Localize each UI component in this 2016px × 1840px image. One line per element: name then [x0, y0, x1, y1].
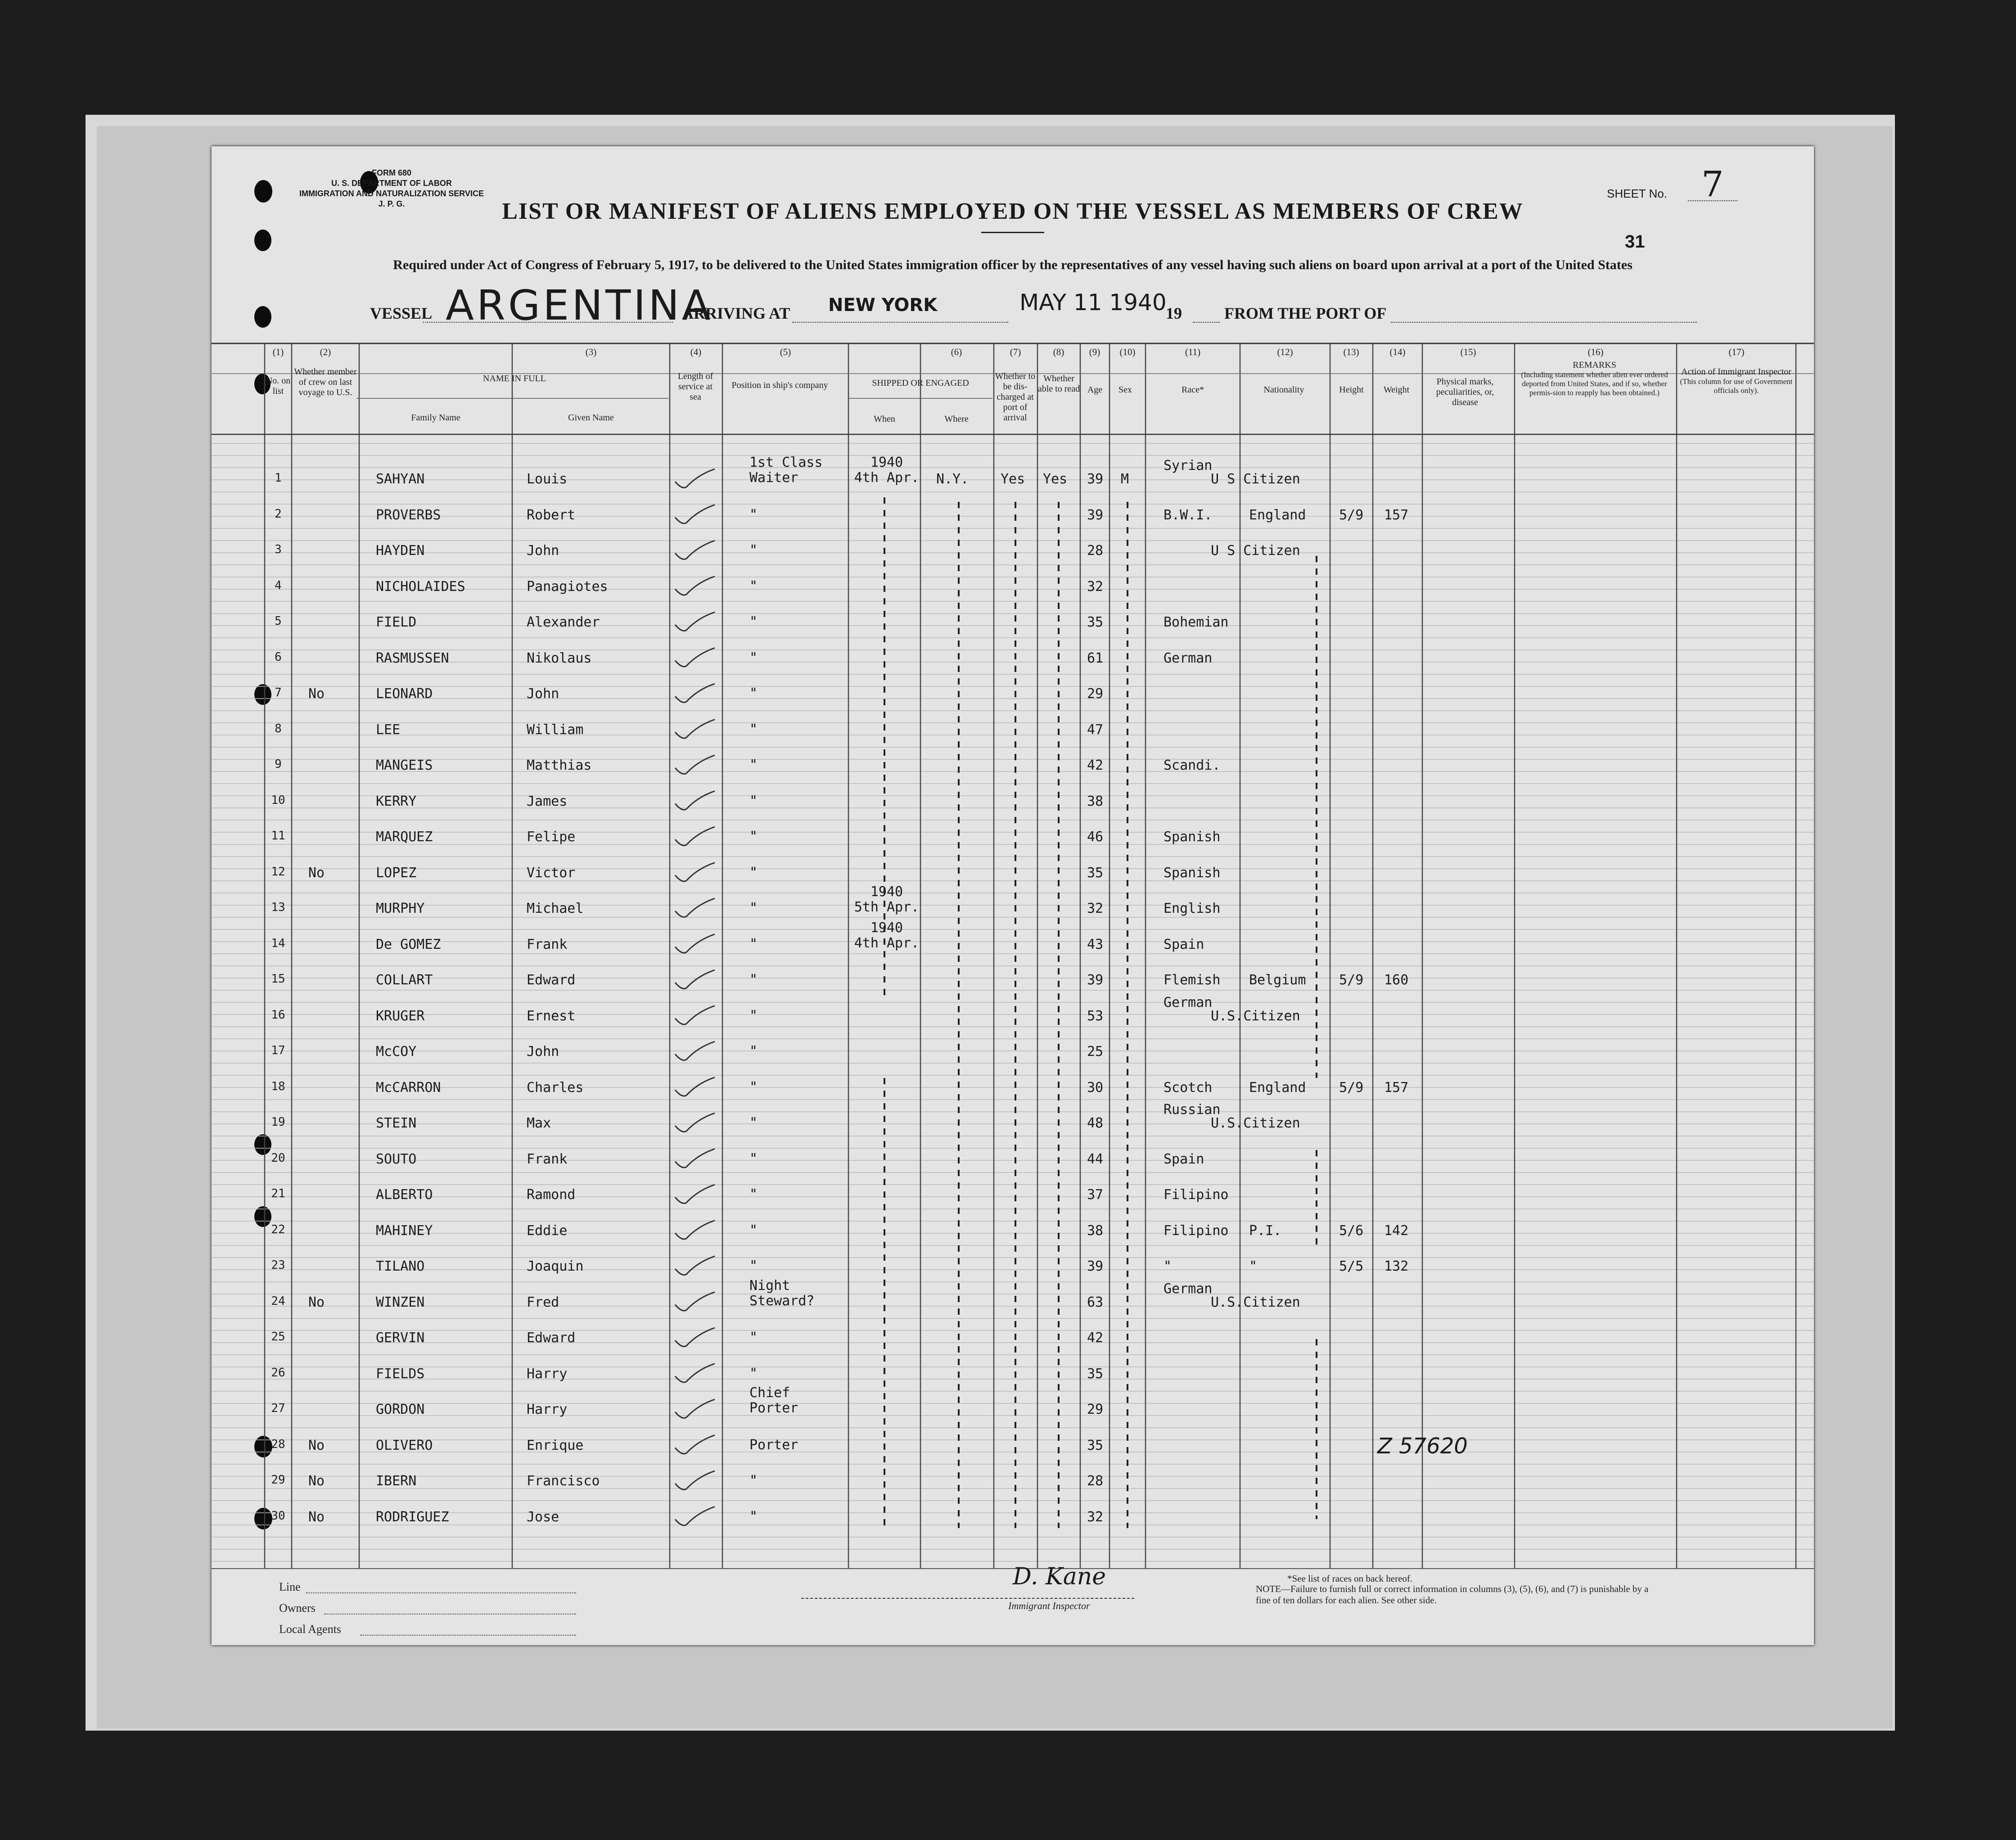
local-agents-label: Local Agents: [279, 1623, 341, 1636]
age-cell: 35: [1087, 1437, 1104, 1453]
manifest-subtitle: Required under Act of Congress of February 5, 1917, to be delivered to the United States immigration officer by the representatives of any vessel having such aliens on board upon arrival at a port of the United States: [393, 257, 1633, 272]
position-cell: ": [749, 936, 758, 952]
column-number: (5): [780, 347, 791, 357]
colhead-name-in-full: NAME IN FULL: [483, 374, 546, 383]
nationality-cell: England: [1249, 1079, 1306, 1096]
service-check-mark: [675, 970, 715, 989]
row-number: 19: [271, 1115, 285, 1129]
age-cell: 47: [1087, 722, 1104, 738]
row-number: 1: [275, 471, 282, 485]
row-number: 9: [275, 758, 282, 771]
colhead-discharged: Whether to be dis-charged at port of arrival: [995, 371, 1036, 423]
able-to-read-cell: Yes: [1043, 471, 1068, 487]
family-name-cell: MARQUEZ: [376, 829, 433, 845]
inspector-label: Immigrant Inspector: [1008, 1600, 1090, 1611]
family-name-cell: RODRIGUEZ: [376, 1509, 449, 1525]
row-number: 6: [275, 650, 282, 664]
position-cell: ": [749, 1508, 758, 1524]
race-cell: Syrian: [1164, 458, 1213, 474]
family-name-cell: McCARRON: [376, 1079, 441, 1096]
form-number: FORM 680: [371, 168, 412, 177]
given-name-cell: Eddie: [527, 1222, 568, 1239]
given-name-cell: Louis: [527, 471, 568, 487]
race-cell: Filipino: [1164, 1187, 1229, 1203]
colhead-able-to-read: Whether able to read: [1037, 374, 1080, 394]
nationality-cell: U S Citizen: [1211, 471, 1300, 487]
weight-cell: 132: [1384, 1258, 1409, 1274]
position-cell: ": [749, 1330, 758, 1345]
race-cell: English: [1164, 901, 1221, 916]
weight-cell: 157: [1384, 1079, 1409, 1096]
position-cell: Chief Porter: [749, 1385, 798, 1416]
sheet-label: SHEET No.: [1607, 187, 1667, 200]
nationality-cell: England: [1249, 507, 1306, 523]
position-cell: ": [749, 1007, 758, 1024]
height-cell: 5/9: [1339, 972, 1364, 988]
position-cell: ": [749, 972, 758, 988]
given-name-cell: Edward: [527, 972, 576, 988]
row-number: 12: [271, 865, 285, 879]
family-name-cell: KRUGER: [376, 1008, 425, 1024]
age-cell: 63: [1087, 1294, 1104, 1310]
row-number: 24: [271, 1294, 285, 1308]
service-check-mark: [675, 1435, 715, 1454]
age-cell: 44: [1087, 1151, 1104, 1167]
given-name-cell: Francisco: [527, 1473, 600, 1489]
given-name-cell: Jose: [527, 1509, 559, 1525]
age-cell: 32: [1087, 901, 1104, 916]
department-name: U. S. DEPARTMENT OF LABOR: [331, 179, 452, 188]
family-name-cell: IBERN: [376, 1473, 417, 1489]
position-cell: ": [749, 649, 758, 666]
family-name-cell: PROVERBS: [376, 507, 441, 523]
given-name-cell: Charles: [527, 1079, 584, 1096]
family-name-cell: LEONARD: [376, 686, 433, 702]
family-name-cell: LEE: [376, 722, 401, 738]
age-cell: 42: [1087, 1330, 1104, 1346]
family-name-cell: MURPHY: [376, 901, 425, 916]
service-check-mark: [675, 469, 715, 488]
row-number: 26: [271, 1366, 285, 1380]
action-title: Action of Immigrant Inspector: [1681, 367, 1791, 377]
given-name-cell: Victor: [527, 865, 576, 881]
shipped-when-cell: 1940 5th Apr.: [854, 884, 920, 915]
column-number: (3): [585, 347, 597, 357]
row-number: 27: [271, 1402, 285, 1415]
row-number: 18: [271, 1079, 285, 1093]
vessel-label: VESSEL: [370, 304, 433, 322]
position-cell: ": [749, 864, 758, 880]
family-name-cell: SAHYAN: [376, 471, 425, 487]
given-name-cell: Panagiotes: [527, 578, 608, 595]
column-number: (13): [1343, 347, 1359, 357]
position-cell: ": [749, 685, 758, 701]
colhead-member-last-voyage: Whether member of crew on last voyage to U.S.: [294, 367, 357, 397]
column-number: (4): [690, 347, 702, 357]
colhead-position: Position in ship's company: [731, 380, 828, 390]
age-cell: 53: [1087, 1008, 1104, 1024]
colhead-action: [1677, 367, 1796, 395]
service-check-mark: [675, 648, 715, 667]
row-number: 29: [271, 1473, 285, 1487]
service-check-mark: [675, 898, 715, 917]
form-initials: J. P. G.: [378, 199, 405, 208]
service-check-mark: [675, 612, 715, 631]
race-cell: Flemish: [1164, 972, 1221, 988]
race-cell: German: [1164, 1281, 1213, 1297]
shipped-where-cell: N.Y.: [936, 471, 969, 487]
family-name-cell: KERRY: [376, 793, 417, 809]
row-number: 13: [271, 901, 285, 914]
age-cell: 29: [1087, 686, 1104, 702]
age-cell: 32: [1087, 1509, 1104, 1525]
age-cell: 25: [1087, 1044, 1104, 1060]
given-name-cell: John: [527, 543, 559, 559]
service-check-mark: [675, 1113, 715, 1132]
position-cell: ": [749, 1186, 758, 1202]
remarks-title: REMARKS: [1573, 360, 1616, 370]
age-cell: 28: [1087, 1473, 1104, 1489]
position-cell: ": [749, 614, 758, 630]
position-cell: ": [749, 1473, 758, 1488]
row-number: 2: [275, 507, 282, 521]
family-name-cell: HAYDEN: [376, 543, 425, 559]
nationality-cell: Belgium: [1249, 972, 1306, 988]
given-name-cell: Alexander: [527, 614, 600, 630]
height-cell: 5/6: [1339, 1222, 1364, 1239]
weight-cell: 157: [1384, 507, 1409, 523]
age-cell: 30: [1087, 1079, 1104, 1096]
service-check-mark: [675, 1256, 715, 1275]
nationality-cell: U.S.Citizen: [1211, 1294, 1300, 1310]
position-cell: ": [749, 1150, 758, 1167]
agents-rule: [360, 1635, 576, 1636]
position-cell: ": [749, 578, 758, 594]
service-check-mark: [675, 934, 715, 953]
row-number: 15: [271, 972, 285, 986]
family-name-cell: STEIN: [376, 1115, 417, 1131]
column-number: (9): [1089, 347, 1100, 357]
manifest-title: LIST OR MANIFEST OF ALIENS EMPLOYED ON THE VESSEL AS MEMBERS OF CREW: [502, 198, 1524, 224]
weight-cell: 160: [1384, 972, 1409, 988]
previous-voyage-cell: No: [308, 1294, 325, 1310]
column-number: (15): [1460, 347, 1476, 357]
sex-cell: M: [1121, 471, 1129, 487]
service-check-mark: [675, 1507, 715, 1526]
inspector-signature: D. Kane: [1013, 1563, 1106, 1590]
column-number: (12): [1277, 347, 1293, 357]
position-cell: ": [749, 1115, 758, 1131]
age-cell: 39: [1087, 507, 1104, 523]
column-number: (1): [272, 347, 284, 357]
family-name-cell: LOPEZ: [376, 865, 417, 881]
colhead-no-on-list: No. on list: [266, 376, 291, 396]
row-number: 10: [271, 793, 285, 807]
age-cell: 46: [1087, 829, 1104, 845]
row-number: 4: [275, 578, 282, 592]
given-name-cell: Edward: [527, 1330, 576, 1346]
position-cell: ": [749, 757, 758, 773]
race-cell: Scandi.: [1164, 758, 1221, 773]
age-cell: 35: [1087, 865, 1104, 881]
discharged-cell: Yes: [1001, 471, 1025, 487]
row-number: 17: [271, 1044, 285, 1057]
height-cell: 5/9: [1339, 1079, 1364, 1096]
row-number: 3: [275, 543, 282, 556]
column-number: (10): [1119, 347, 1136, 357]
shipped-when-cell: 1940 4th Apr.: [854, 920, 920, 951]
colhead-height: Height: [1339, 385, 1364, 395]
column-number: (7): [1010, 347, 1021, 357]
column-number: (16): [1588, 347, 1604, 357]
vessel-name: ARGENTINA: [446, 281, 713, 329]
owners-rule: [324, 1614, 576, 1615]
service-check-mark: [675, 505, 715, 524]
position-cell: ": [749, 1222, 758, 1238]
age-cell: 35: [1087, 614, 1104, 630]
line-label: Line: [279, 1580, 301, 1593]
given-name-cell: John: [527, 686, 559, 702]
service-check-mark: [675, 1078, 715, 1096]
signature-rule: [801, 1598, 1134, 1599]
penalty-note: NOTE—Failure to furnish full or correct information in columns (3), (5), (6), and (7) is punishable by a fine of ten dollars for each alien. See other side.: [1256, 1583, 1649, 1605]
race-cell: B.W.I.: [1164, 507, 1213, 523]
previous-voyage-cell: No: [308, 686, 325, 702]
age-cell: 43: [1087, 936, 1104, 952]
family-name-cell: RASMUSSEN: [376, 650, 449, 666]
row-number: 11: [271, 829, 285, 843]
family-name-cell: McCOY: [376, 1044, 417, 1060]
colhead-weight: Weight: [1383, 385, 1410, 395]
colhead-physical-marks: Physical marks, peculiarities, or, disease: [1436, 377, 1494, 407]
arriving-port: NEW YORK: [828, 295, 938, 316]
family-name-cell: FIELDS: [376, 1366, 425, 1382]
given-name-cell: Max: [527, 1115, 551, 1131]
position-cell: ": [749, 542, 758, 558]
colhead-where: Where: [944, 414, 969, 424]
family-name-cell: COLLART: [376, 972, 433, 988]
service-check-mark: [675, 1185, 715, 1204]
given-name-cell: Fred: [527, 1294, 559, 1310]
service-check-mark: [675, 720, 715, 739]
sheet-number: 7: [1701, 164, 1724, 205]
colhead-sex: Sex: [1118, 385, 1132, 395]
colhead-age: Age: [1087, 385, 1103, 395]
row-number: 16: [271, 1008, 285, 1022]
previous-voyage-cell: No: [308, 1509, 325, 1525]
given-name-cell: Enrique: [527, 1437, 584, 1453]
height-cell: 5/5: [1339, 1258, 1364, 1274]
given-name-cell: Ernest: [527, 1008, 576, 1024]
race-cell: ": [1164, 1258, 1172, 1274]
given-name-cell: John: [527, 1044, 559, 1060]
given-name-cell: Felipe: [527, 829, 576, 845]
given-name-cell: Frank: [527, 936, 568, 952]
service-check-mark: [675, 1006, 715, 1025]
weight-cell: 142: [1384, 1222, 1409, 1239]
age-cell: 37: [1087, 1187, 1104, 1203]
owners-label: Owners: [279, 1601, 316, 1615]
service-check-mark: [675, 541, 715, 559]
position-cell: 1st Class Waiter: [749, 455, 823, 486]
family-name-cell: De GOMEZ: [376, 936, 441, 952]
position-cell: ": [749, 1258, 758, 1274]
row-number: 23: [271, 1258, 285, 1272]
race-cell: Spain: [1164, 1151, 1204, 1167]
family-name-cell: WINZEN: [376, 1294, 425, 1310]
column-number: (6): [951, 347, 962, 357]
manifest-sheet: [212, 146, 1814, 1645]
family-name-cell: ALBERTO: [376, 1187, 433, 1203]
family-name-cell: MANGEIS: [376, 758, 433, 773]
colhead-family-name: Family Name: [411, 413, 460, 423]
column-number: (8): [1053, 347, 1064, 357]
service-check-mark: [675, 827, 715, 846]
race-cell: German: [1164, 650, 1213, 666]
age-cell: 39: [1087, 471, 1104, 487]
nationality-cell: P.I.: [1249, 1222, 1282, 1239]
age-cell: 39: [1087, 1258, 1104, 1274]
race-cell: German: [1164, 994, 1213, 1010]
colhead-remarks: [1515, 360, 1674, 397]
service-check-mark: [675, 1471, 715, 1490]
service-check-mark: [675, 1364, 715, 1383]
position-cell: Porter: [749, 1437, 798, 1453]
column-number: (14): [1389, 347, 1406, 357]
position-cell: ": [749, 1079, 758, 1095]
colhead-nationality: Nationality: [1263, 385, 1304, 395]
position-cell: ": [749, 1365, 758, 1381]
race-cell: Scotch: [1164, 1079, 1213, 1096]
service-check-mark: [675, 1221, 715, 1240]
given-name-cell: Ramond: [527, 1187, 576, 1203]
family-name-cell: GERVIN: [376, 1330, 425, 1346]
position-cell: ": [749, 506, 758, 523]
given-name-cell: Harry: [527, 1366, 568, 1382]
given-name-cell: Frank: [527, 1151, 568, 1167]
row-number: 30: [271, 1509, 285, 1523]
remarks-note: (Including statement whether alien ever ordered deported from United States, and if so, whether permis-sion to reapply has been obtained.): [1521, 370, 1668, 397]
service-check-mark: [675, 577, 715, 595]
service-check-mark: [675, 1292, 715, 1311]
row-number: 7: [275, 686, 282, 699]
age-cell: 48: [1087, 1115, 1104, 1131]
given-name-cell: Robert: [527, 507, 576, 523]
race-cell: Spanish: [1164, 865, 1221, 881]
column-number: (2): [320, 347, 331, 357]
age-cell: 42: [1087, 758, 1104, 773]
row-number: 8: [275, 722, 282, 735]
line-rule: [306, 1592, 576, 1593]
age-cell: 35: [1087, 1366, 1104, 1382]
from-port-label: FROM THE PORT OF: [1224, 304, 1387, 322]
position-cell: ": [749, 900, 758, 916]
previous-voyage-cell: No: [308, 865, 325, 881]
height-cell: 5/9: [1339, 507, 1364, 523]
row-number: 25: [271, 1330, 285, 1344]
nationality-cell: U.S.Citizen: [1211, 1008, 1300, 1024]
position-cell: ": [749, 1043, 758, 1059]
race-cell: Filipino: [1164, 1222, 1229, 1239]
family-name-cell: NICHOLAIDES: [376, 578, 465, 595]
service-check-mark: [675, 791, 715, 810]
age-cell: 32: [1087, 578, 1104, 595]
family-name-cell: TILANO: [376, 1258, 425, 1274]
family-name-cell: MAHINEY: [376, 1222, 433, 1239]
colhead-when: When: [874, 414, 895, 424]
row-number: 5: [275, 614, 282, 628]
given-name-cell: Joaquin: [527, 1258, 584, 1274]
age-cell: 29: [1087, 1402, 1104, 1417]
nationality-cell: U S Citizen: [1211, 543, 1300, 559]
row-number: 14: [271, 936, 285, 950]
row-number: 22: [271, 1222, 285, 1236]
action-note: (This column for use of Government officials only).: [1680, 377, 1793, 395]
row-number: 20: [271, 1151, 285, 1165]
position-cell: Night Steward?: [749, 1277, 815, 1309]
family-name-cell: GORDON: [376, 1402, 425, 1417]
colhead-length-of-service: Length of service at sea: [677, 371, 713, 402]
shipped-when-cell: 1940 4th Apr.: [854, 455, 920, 486]
race-cell: Spanish: [1164, 829, 1221, 845]
race-cell: Russian: [1164, 1102, 1221, 1118]
row-number: 21: [271, 1187, 285, 1200]
race-cell: Bohemian: [1164, 614, 1229, 630]
given-name-cell: Harry: [527, 1402, 568, 1417]
races-note: *See list of races on back hereof.: [1287, 1573, 1413, 1584]
given-name-cell: Michael: [527, 901, 584, 916]
family-name-cell: SOUTO: [376, 1151, 417, 1167]
column-number: (17): [1728, 347, 1745, 357]
service-name: IMMIGRATION AND NATURALIZATION SERVICE: [299, 189, 484, 198]
age-cell: 38: [1087, 793, 1104, 809]
page-number: 31: [1625, 232, 1645, 252]
previous-voyage-cell: No: [308, 1473, 325, 1489]
age-cell: 28: [1087, 543, 1104, 559]
position-cell: ": [749, 829, 758, 844]
column-number: (11): [1185, 347, 1201, 357]
position-cell: ": [749, 793, 758, 809]
colhead-race: Race*: [1182, 385, 1204, 395]
nationality-cell: ": [1249, 1258, 1258, 1274]
age-cell: 39: [1087, 972, 1104, 988]
age-cell: 61: [1087, 650, 1104, 666]
previous-voyage-cell: No: [308, 1437, 325, 1453]
race-cell: Spain: [1164, 936, 1204, 952]
age-cell: 38: [1087, 1222, 1104, 1239]
family-name-cell: FIELD: [376, 614, 417, 630]
service-check-mark: [675, 863, 715, 882]
year-label: 19: [1166, 304, 1182, 322]
service-check-mark: [675, 1149, 715, 1168]
arrival-date-stamp: MAY 11 1940: [1019, 289, 1167, 316]
given-name-cell: Nikolaus: [527, 650, 592, 666]
given-name-cell: William: [527, 722, 584, 738]
handwritten-annotation: Z 57620: [1377, 1434, 1468, 1459]
given-name-cell: James: [527, 793, 568, 809]
row-number: 28: [271, 1437, 285, 1451]
colhead-given-name: Given Name: [568, 413, 614, 423]
given-name-cell: Matthias: [527, 758, 592, 773]
arriving-label: ARRIVING AT: [682, 304, 790, 322]
nationality-cell: U.S.Citizen: [1211, 1115, 1300, 1131]
family-name-cell: OLIVERO: [376, 1437, 433, 1453]
colhead-shipped-or-engaged: SHIPPED OR ENGAGED: [872, 378, 969, 388]
position-cell: ": [749, 721, 758, 737]
